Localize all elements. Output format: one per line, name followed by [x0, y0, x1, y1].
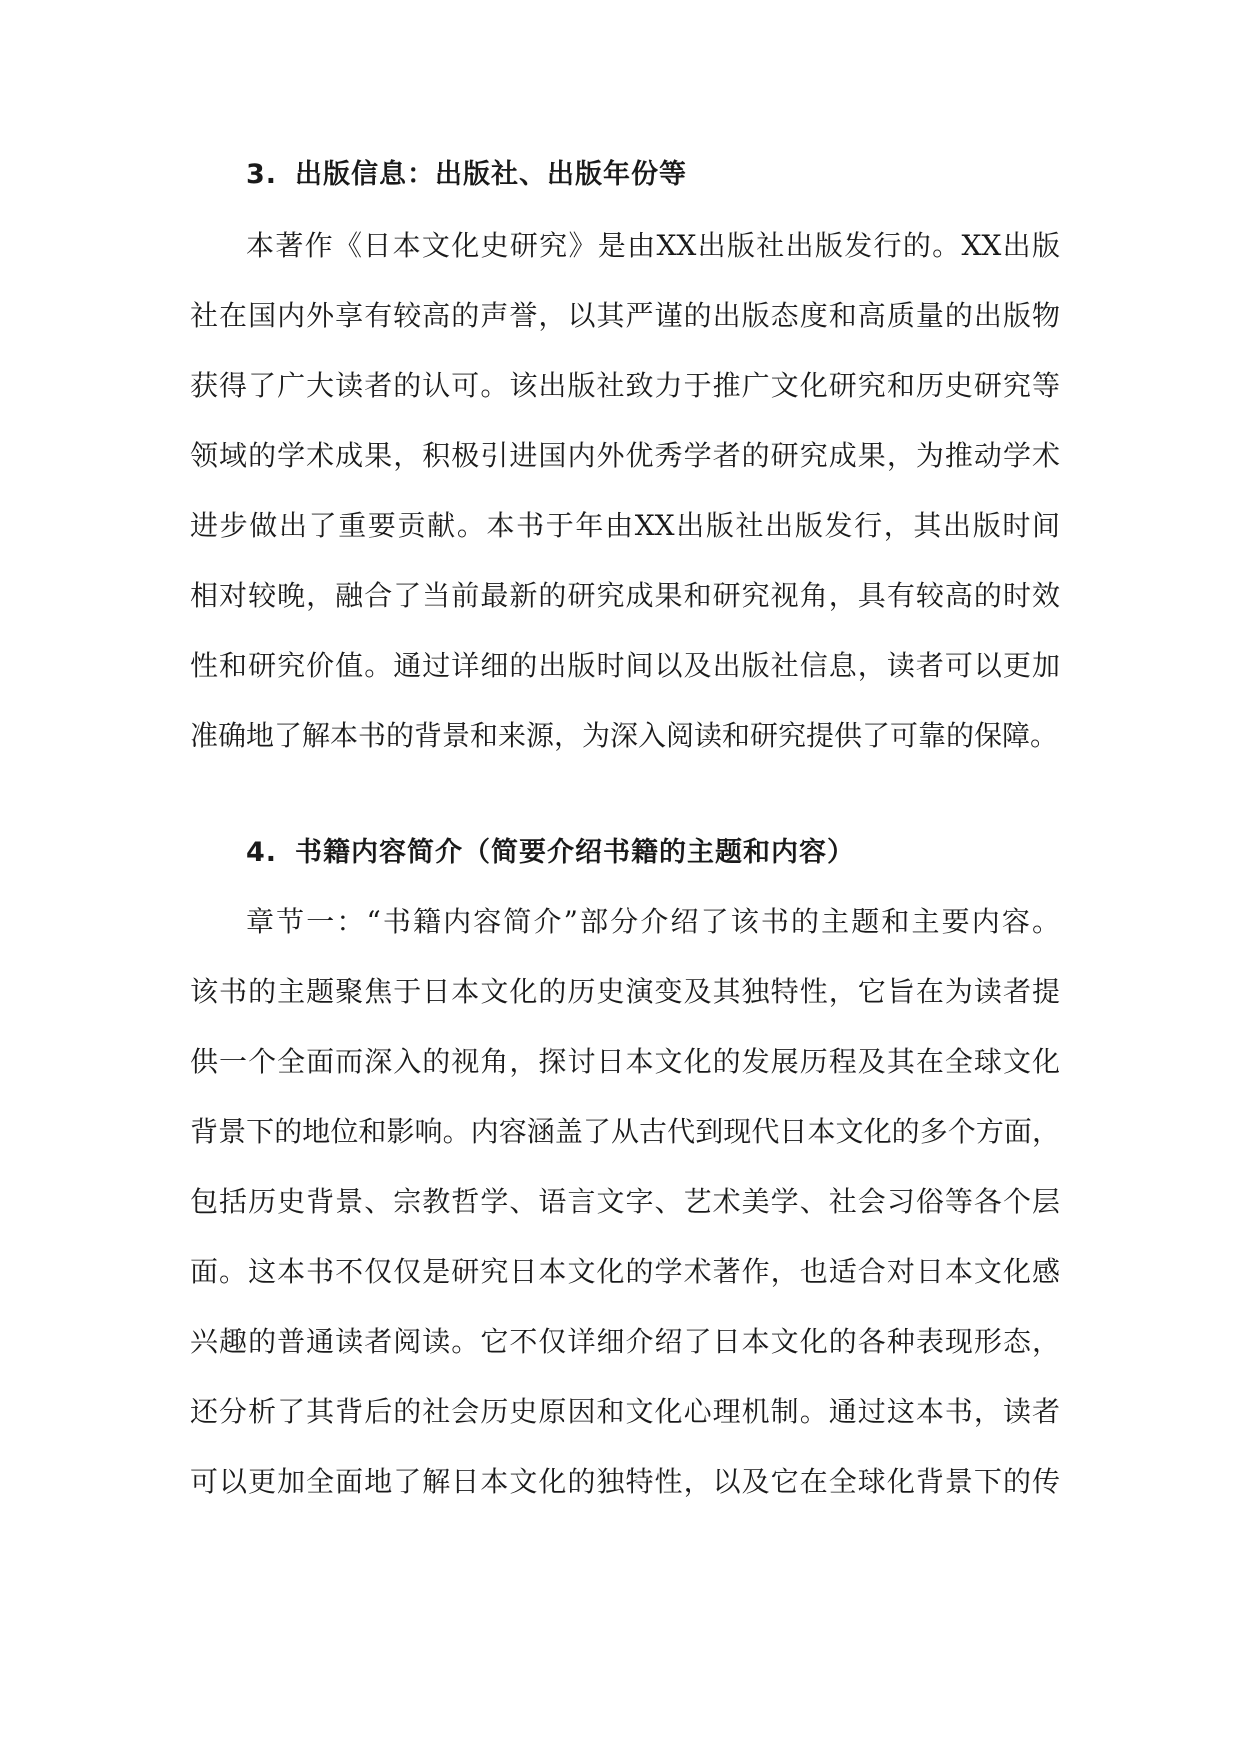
section-4-number: 4. [246, 837, 278, 868]
paragraph-line: 本著作《日本文化史研究》是由XX出版社出版发行的。XX出版 [246, 229, 1060, 262]
paragraph-line: 包括历史背景、宗教哲学、语言文字、艺术美学、社会习俗等各个层 [190, 1185, 1060, 1218]
paragraph-line: 面。这本书不仅仅是研究日本文化的学术著作，也适合对日本文化感 [190, 1255, 1060, 1288]
section-3-number: 3. [246, 159, 278, 190]
paragraph-line: 相对较晚，融合了当前最新的研究成果和研究视角，具有较高的时效 [190, 579, 1060, 612]
paragraph-line: 社在国内外享有较高的声誉，以其严谨的出版态度和高质量的出版物 [190, 299, 1060, 332]
section-3-heading [246, 152, 687, 191]
paragraph-line: 兴趣的普通读者阅读。它不仅详细介绍了日本文化的各种表现形态， [190, 1325, 1060, 1358]
paragraph-line: 获得了广大读者的认可。该出版社致力于推广文化研究和历史研究等 [190, 369, 1060, 402]
paragraph-line: 可以更加全面地了解日本文化的独特性，以及它在全球化背景下的传 [190, 1465, 1060, 1498]
paragraph-line: 供一个全面而深入的视角，探讨日本文化的发展历程及其在全球文化 [190, 1045, 1060, 1078]
section-4-title: 书籍内容简介（简要介绍书籍的主题和内容） [295, 837, 856, 868]
section-4-heading [246, 830, 855, 869]
section-3-title: 出版信息：出版社、出版年份等 [295, 159, 688, 190]
paragraph-line: 准确地了解本书的背景和来源，为深入阅读和研究提供了可靠的保障。 [190, 719, 1059, 752]
paragraph-line: 性和研究价值。通过详细的出版时间以及出版社信息，读者可以更加 [190, 649, 1060, 682]
paragraph-line: 该书的主题聚焦于日本文化的历史演变及其独特性，它旨在为读者提 [190, 975, 1060, 1008]
paragraph-line: 领域的学术成果，积极引进国内外优秀学者的研究成果，为推动学术 [190, 439, 1060, 472]
paragraph-line: 背景下的地位和影响。内容涵盖了从古代到现代日本文化的多个方面， [190, 1115, 1060, 1148]
paragraph-line: 进步做出了重要贡献。本书于年由XX出版社出版发行，其出版时间 [190, 509, 1060, 542]
paragraph-line: 还分析了其背后的社会历史原因和文化心理机制。通过这本书，读者 [190, 1395, 1060, 1428]
paragraph-line: 章节一：“书籍内容简介”部分介绍了该书的主题和主要内容。 [246, 905, 1060, 938]
